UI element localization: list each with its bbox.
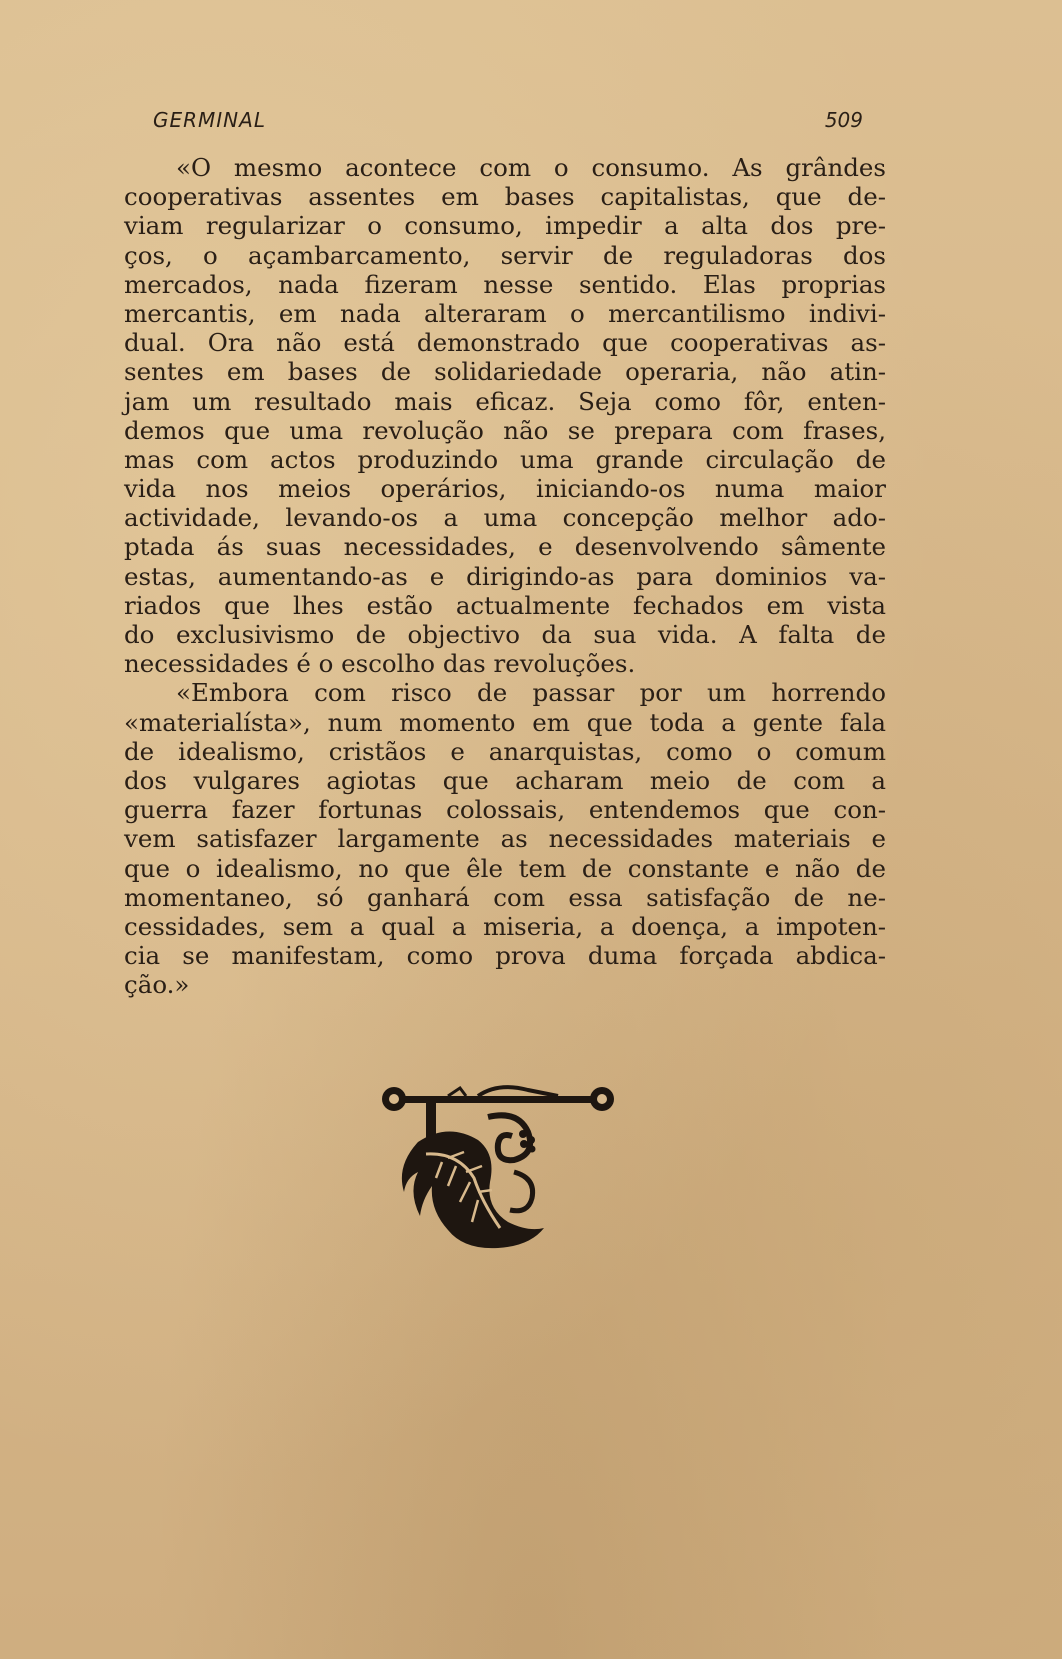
text-line-17: do exclusivismo de objectivo da sua vida. A falta de	[124, 620, 886, 649]
text-line-2: cooperativas assentes em bases capitalistas, que de-	[124, 182, 886, 212]
text-line-24: vem satisfazer largamente as necessidades materiais e	[124, 824, 886, 854]
running-header	[153, 108, 863, 138]
text-line-25: que o idealismo, no que êle tem de constante e não de	[124, 853, 886, 883]
text-line-28: cia se manifestam, como prova duma forçada abdica-	[124, 941, 886, 971]
text-line-9: jam um resultado mais eficaz. Seja como fôr, enten-	[124, 386, 886, 416]
text-line-15: estas, aumentando-as e dirigindo-as para dominios va-	[124, 561, 886, 591]
text-line-19: «Embora com risco de passar por um horrendo	[176, 678, 886, 708]
text-line-29: ção.»	[124, 970, 190, 1000]
text-line-5: mercados, nada fizeram nesse sentido. Elas proprias	[124, 269, 886, 299]
text-line-26: momentaneo, só ganhará com essa satisfação de ne-	[124, 882, 886, 912]
text-line-4: ços, o açambarcamento, servir de reguladoras dos	[124, 240, 886, 270]
text-line-14: ptada ás suas necessidades, e desenvolvendo sâmente	[124, 532, 886, 562]
text-line-11: mas com actos produzindo uma grande circulação de	[124, 444, 886, 474]
text-line-16: riados que lhes estão actualmente fechados em vista	[124, 590, 886, 620]
text-line-3: viam regularizar o consumo, impedir a alta dos pre-	[124, 211, 886, 241]
text-line-21: de idealismo, cristãos e anarquistas, como o comum	[124, 736, 886, 766]
text-line-23: guerra fazer fortunas colossais, entendemos que con-	[124, 795, 886, 825]
running-title: GERMINAL	[153, 108, 266, 132]
text-line-7: dual. Ora não está demonstrado que cooperativas as-	[124, 328, 886, 358]
text-line-18: necessidades é o escolho das revoluções.	[124, 649, 636, 679]
body-text	[124, 153, 886, 999]
text-line-22: dos vulgares agiotas que acharam meio de com a	[124, 765, 886, 795]
text-line-13: actividade, levando-os a uma concepção melhor ado-	[124, 503, 886, 533]
text-line-20: «materialísta», num momento em que toda a gente fala	[124, 707, 886, 737]
text-line-8: sentes em bases de solidariedade operaria, não atin-	[124, 357, 886, 387]
floral-tailpiece-icon	[378, 1082, 618, 1257]
text-line-1: «O mesmo acontece com o consumo. As grândes	[176, 153, 886, 182]
text-line-10: demos que uma revolução não se prepara com frases,	[124, 415, 886, 445]
text-line-12: vida nos meios operários, iniciando-os numa maior	[124, 474, 886, 504]
page-number: 509	[824, 108, 863, 132]
text-line-6: mercantis, em nada alteraram o mercantilismo indivi-	[124, 298, 886, 328]
text-line-27: cessidades, sem a qual a miseria, a doença, a impoten-	[124, 911, 886, 941]
